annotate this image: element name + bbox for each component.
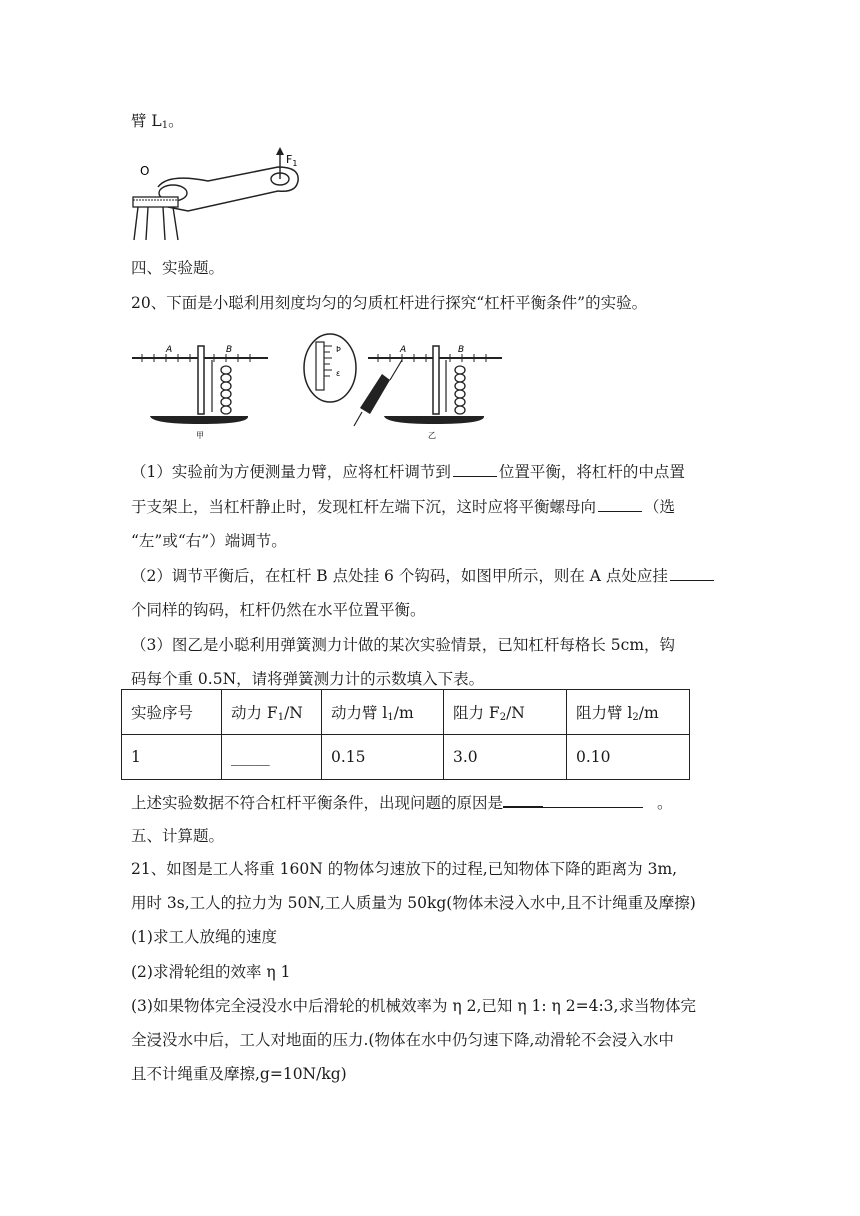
header-cell: 阻力臂 $l_2/m$	[567, 690, 690, 735]
q21-line1: 21、如图是工人将重 160N 的物体匀速放下的过程,已知物体下降的距离为 3m,	[131, 860, 678, 878]
q21-sub3-line3: 且不计绳重及摩擦,g=10N/kg)	[131, 1065, 347, 1083]
q20-part2-line2: 个同样的钩码，杠杆仍然在水平位置平衡。	[131, 601, 426, 619]
header-cell: 动力臂 $l_1/m$	[322, 690, 444, 735]
label-yi: 乙	[428, 431, 436, 440]
point-o-label: O	[140, 164, 150, 178]
tail-sub: 1	[161, 120, 169, 131]
blank-reason-a[interactable]	[503, 792, 543, 808]
p2-text-a: （2）调节平衡后，在杠杆 B 点处挂 6 个钩码，如图甲所示，则在 A 点处应挂	[131, 567, 668, 585]
p1-text-d: （选	[644, 498, 676, 516]
table-cell-blank[interactable]: _____	[222, 735, 322, 780]
blank-reason-b[interactable]	[543, 793, 643, 808]
p1-text-c: 于支架上，当杠杆静止时，发现杠杆左端下沉，这时应将平衡螺母向	[131, 498, 597, 516]
lever-arm-figure	[128, 145, 308, 245]
blank-position[interactable]	[453, 462, 497, 477]
table-row	[122, 735, 690, 780]
q20-part2-line1	[131, 566, 716, 586]
q20-part3-line1: （3）图乙是小聪利用弹簧测力计做的某次实验情景，已知杠杆每格长 5cm，钩	[131, 636, 676, 654]
experiment-jia-figure	[130, 340, 270, 440]
q21-sub2: (2)求滑轮组的效率 η 1	[131, 963, 291, 981]
point-a-label-yi: A	[400, 345, 407, 355]
tail-suffix: 。	[168, 112, 184, 130]
experiment-yi-figure	[300, 328, 510, 443]
force-f1-label: $F_1$	[286, 153, 298, 168]
table-cell: 3.0	[444, 735, 567, 780]
header-cell: 实验序号	[122, 690, 222, 735]
q21-line2: 用时 3s,工人的拉力为 50N,工人质量为 50kg(物体未浸入水中,且不计绳重及摩擦)	[131, 894, 696, 912]
tail-text: 臂 L	[131, 112, 162, 130]
point-b-label-yi: B	[458, 345, 465, 355]
q20-part1-line3: “左”或“右”）端调节。	[131, 532, 287, 550]
header-cell: 阻力 $F_2/N$	[444, 690, 567, 735]
blank-count[interactable]	[670, 566, 714, 581]
p1-text-a: （1）实验前为方便测量力臂，应将杠杆调节到	[131, 463, 451, 481]
q20-intro: 20、下面是小聪利用刻度均匀的匀质杠杆进行探究“杠杆平衡条件”的实验。	[131, 294, 648, 312]
blank-direction[interactable]	[598, 497, 642, 512]
q21-sub3-line2: 全浸没水中后，工人对地面的压力.(物体在水中仍匀速下降,动滑轮不会浸入水中	[131, 1031, 674, 1049]
table-cell: 0.15	[322, 735, 444, 780]
header-cell: 动力 $F_1/N$	[222, 690, 322, 735]
table-cell: 0.10	[567, 735, 690, 780]
table-cell: 1	[122, 735, 222, 780]
p1-text-b: 位置平衡，将杠杆的中点置	[498, 463, 685, 481]
q21-sub1: (1)求工人放绳的速度	[131, 928, 277, 946]
svg-text:ε: ε	[336, 369, 341, 378]
data-table	[121, 689, 690, 780]
after-table-text: 上述实验数据不符合杠杆平衡条件，出现问题的原因是	[131, 794, 504, 812]
section-4-heading: 四、实验题。	[131, 259, 225, 277]
q20-part1-line2	[131, 497, 675, 517]
section-5-heading: 五、计算题。	[131, 827, 225, 845]
label-jia: 甲	[196, 431, 204, 440]
q20-part1-line1	[131, 462, 685, 482]
point-b-label-jia: B	[226, 345, 233, 355]
svg-text:Þ: Þ	[336, 345, 341, 354]
q20-part3-line2: 码每个重 0.5N，请将弹簧测力计的示数填入下表。	[131, 670, 485, 688]
q20-after-table	[131, 792, 673, 813]
table-header-row	[122, 690, 690, 735]
after-table-end: 。	[657, 794, 673, 812]
q21-sub3-line1: (3)如果物体完全浸没水中后滑轮的机械效率为 η 2,已知 η 1: η 2=4:3,求当物体完	[131, 997, 696, 1015]
prev-question-tail	[131, 111, 184, 136]
point-a-label-jia: A	[166, 345, 173, 355]
